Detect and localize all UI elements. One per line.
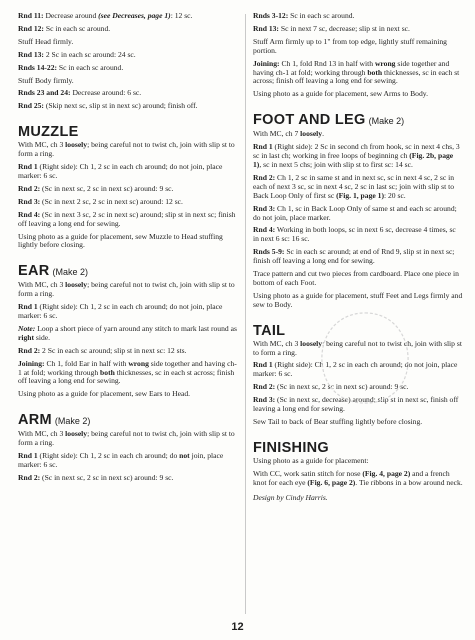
- instruction-text: Rnd 2:: [18, 472, 41, 482]
- instruction-line: [253, 383, 463, 392]
- instruction-text: Ch 1, fold Ear in half with: [44, 358, 129, 368]
- instruction-text: (Fig. 4, page 2): [362, 468, 411, 478]
- instruction-text: Rnds 5-9:: [253, 247, 285, 257]
- instruction-text: Rnd 25:: [18, 101, 44, 111]
- instruction-text: Rnd 3:: [253, 203, 276, 213]
- instruction-text: (see Decreases, page 1): [98, 11, 171, 20]
- instruction-line: [253, 174, 463, 201]
- instruction-text: Rnd 13:: [18, 49, 44, 59]
- column-divider: [245, 14, 246, 614]
- instruction-text: wrong: [128, 358, 149, 368]
- instruction-text: Ch 1, 2 sc in same st and in next sc, sc in next 4 sc, 2 sc in each of next 3 sc, sc in next 4 sc, 2 sc in last sc; join with slip st to Back Loop Only of first sc: [253, 172, 455, 200]
- instruction-line: [18, 390, 240, 399]
- instruction-text: (Right side): 2 Sc in second ch from hook, sc in next 4 chs, 3 sc in last ch; working in free loops of beginning ch: [253, 142, 460, 161]
- muzzle-instructions: [18, 141, 240, 250]
- foot-leg-section: [253, 109, 463, 309]
- muzzle-heading: MUZZLE: [18, 124, 79, 141]
- instruction-line: [18, 51, 240, 60]
- instruction-text: ; being careful not to twist ch, join with slip st to form a ring.: [18, 140, 235, 159]
- instruction-text: Decrease around: [43, 11, 99, 20]
- instruction-text: Rnd 1: [18, 302, 38, 312]
- arm-section: [18, 409, 240, 483]
- foot-leg-heading: FOOT AND LEG (Make 2): [253, 112, 405, 129]
- instruction-text: Stuff Body firmly.: [18, 75, 74, 85]
- finishing-instructions: [253, 457, 463, 488]
- instruction-line: [18, 12, 240, 21]
- instruction-text: (Sc in next sc, 2 sc in next sc) around: 9 sc.: [275, 382, 409, 392]
- instruction-line: [18, 102, 240, 111]
- instruction-text: With MC, ch 3: [18, 280, 66, 290]
- instruction-line: [18, 163, 240, 181]
- instruction-text: Rnd 2:: [253, 172, 276, 182]
- ear-section: [18, 260, 240, 399]
- instruction-text: Joining:: [253, 58, 280, 68]
- ear-instructions: [18, 281, 240, 399]
- instruction-text: not: [179, 451, 190, 461]
- instruction-text: Working in both loops, sc in next 6 sc, decrease 4 times, sc in next 6 sc: 16 sc.: [253, 225, 456, 244]
- instruction-text: Trace pattern and cut two pieces from cardboard. Place one piece in bottom of each Foot.: [253, 269, 459, 287]
- instruction-text: Rnd 11:: [18, 11, 44, 20]
- instruction-text: Loop a short piece of yarn around any stitch to mark last round as: [35, 323, 237, 333]
- instruction-text: Rnd 4:: [253, 225, 276, 235]
- instruction-line: [253, 90, 463, 99]
- instruction-text: ; being careful not to twist ch, join with slip st to form a ring.: [253, 338, 462, 357]
- instruction-line: [18, 141, 240, 159]
- instruction-text: 2 Sc in each sc around; slip st in next sc: 12 sts.: [40, 345, 187, 355]
- instruction-text: Note:: [18, 323, 36, 333]
- instruction-line: [253, 25, 463, 34]
- instruction-text: loosely: [65, 140, 88, 150]
- instruction-line: [18, 198, 240, 207]
- instruction-text: both: [367, 67, 383, 77]
- instruction-text: loosely: [65, 280, 88, 290]
- instruction-line: [253, 292, 463, 310]
- instruction-text: With CC, work satin stitch for nose: [253, 468, 363, 478]
- instruction-text: (Right side): Ch 1, 2 sc in each ch around; do: [37, 451, 180, 461]
- page-number: 12: [231, 621, 244, 633]
- instruction-line: [18, 38, 240, 47]
- instruction-text: side.: [34, 332, 51, 342]
- instruction-text: Rnd 12:: [18, 23, 44, 33]
- instruction-line: [18, 474, 240, 483]
- arm-continued-instructions: [253, 12, 463, 99]
- instruction-text: Using photo as a guide for placement, stuff Feet and Legs firmly and sew to Body.: [253, 290, 463, 309]
- instruction-line: [253, 457, 463, 466]
- instruction-text: both: [100, 367, 115, 377]
- instruction-text: , sc in next 5 chs; join with slip st to first sc: 14 sc.: [259, 159, 413, 169]
- instruction-text: Sc in next 7 sc, decrease; slip st in next sc.: [278, 23, 410, 33]
- instruction-text: Rnd 3:: [253, 395, 276, 405]
- instruction-text: side together and having ch-1 at fold; working through: [253, 58, 450, 77]
- instruction-text: (Fig. 6, page 2): [307, 477, 356, 487]
- left-column: [18, 12, 240, 487]
- instruction-text: (Right side): Ch 1, 2 sc in each ch around; do not join, place marker: 6 sc.: [18, 302, 223, 321]
- tail-section: [253, 320, 463, 427]
- instruction-text: and a french knot for each eye: [253, 468, 450, 487]
- instruction-text: Rnd 3:: [18, 196, 41, 206]
- instruction-text: Using photo as a guide for placement, sew Arms to Body.: [253, 89, 428, 99]
- instruction-text: Sc in each sc around; at end of Rnd 9, slip st in next sc; finish off leaving a long end for sewing.: [253, 247, 455, 266]
- instruction-text: thicknesses, sc in each st across; finish off leaving a long end for sewing.: [253, 67, 460, 86]
- instruction-text: Using photo as a guide for placement, sew Muzzle to Head stuffing lightly before closing.: [18, 231, 223, 250]
- instruction-text: With MC, ch 3: [18, 140, 66, 150]
- instruction-line: [253, 361, 463, 379]
- instruction-line: [18, 281, 240, 299]
- instruction-text: Sc in each sc around.: [288, 11, 355, 20]
- instruction-line: [253, 12, 463, 21]
- finishing-section: [253, 437, 463, 503]
- instruction-text: Rnd 2:: [253, 382, 276, 392]
- instruction-line: [253, 418, 463, 427]
- instruction-text: Stuff Head firmly.: [18, 36, 74, 46]
- instruction-text: (Sc in next 3 sc, 2 sc in next sc) around; slip st in next sc; finish off leaving a long end for sewing.: [18, 209, 236, 228]
- right-column: [253, 12, 463, 507]
- instruction-line: [18, 25, 240, 34]
- instruction-line: [253, 226, 463, 244]
- instruction-line: [18, 303, 240, 321]
- instruction-text: (Sc in next sc, 2 sc in next sc) around: 9 sc.: [40, 183, 174, 193]
- instruction-text: Rnd 1: [18, 162, 38, 172]
- instruction-text: .: [322, 129, 324, 139]
- instruction-line: [253, 470, 463, 488]
- instruction-text: (Right side): Ch 1, 2 sc in each ch around; do not join, place marker: 6 sc.: [253, 360, 458, 379]
- instruction-text: Rnds 23 and 24:: [18, 88, 71, 98]
- instruction-text: : 20 sc.: [383, 190, 406, 200]
- instruction-text: (Right side): Ch 1, 2 sc in each ch around; do not join, place marker: 6 sc.: [18, 162, 223, 180]
- instruction-text: Rnd 4:: [18, 209, 41, 219]
- arm-instructions: [18, 430, 240, 483]
- instruction-line: [253, 340, 463, 358]
- instruction-text: Rnd 2:: [18, 183, 41, 193]
- instruction-text: Rnd 1: [253, 360, 273, 370]
- instruction-text: loosely: [300, 129, 323, 139]
- tail-instructions: [253, 340, 463, 427]
- arm-heading: ARM (Make 2): [18, 412, 91, 429]
- instruction-text: Joining:: [18, 358, 45, 368]
- instruction-line: [18, 325, 240, 343]
- designer-credit: Design by Cindy Harris.: [253, 492, 328, 502]
- instruction-text: : 12 sc.: [170, 11, 193, 20]
- instruction-line: [253, 396, 463, 414]
- instruction-line: [18, 211, 240, 229]
- instruction-text: Sew Tail to back of Bear stuffing lightly before closing.: [253, 417, 423, 426]
- instruction-text: (Sc in next sc, decrease) around; slip st in next sc, finish off leaving a long end for sewing.: [253, 395, 459, 414]
- instruction-line: [253, 38, 463, 56]
- head-body-instructions: [18, 12, 240, 111]
- instruction-text: (Fig. 2b, page 1): [253, 151, 454, 169]
- instruction-line: [18, 347, 240, 356]
- instruction-text: loosely: [65, 429, 88, 439]
- instruction-line: [253, 270, 463, 288]
- instruction-text: loosely: [300, 338, 323, 348]
- instruction-line: [18, 360, 240, 387]
- instruction-text: Ch 1, fold Rnd 13 in half with: [279, 58, 375, 68]
- instruction-text: Stuff Arm firmly up to 1" from top edge, lightly stuff remaining portion.: [253, 36, 447, 55]
- instruction-line: [18, 64, 240, 73]
- instruction-text: Using photo as a guide for placement:: [253, 455, 369, 465]
- instruction-line: [18, 89, 240, 98]
- muzzle-section: [18, 121, 240, 250]
- instruction-text: Rnd 1: [18, 451, 38, 461]
- instruction-text: With MC, ch 3: [18, 429, 66, 439]
- instruction-text: 2 Sc in each sc around: 24 sc.: [43, 49, 136, 59]
- instruction-text: (Skip next sc, slip st in next sc) around; finish off.: [43, 101, 198, 111]
- instruction-text: Using photo as a guide for placement, sew Ears to Head.: [18, 389, 191, 399]
- instruction-text: (Fig. 1, page 1): [336, 190, 384, 200]
- instruction-text: Sc in each sc around.: [43, 23, 111, 33]
- instruction-text: Sc in each sc around.: [57, 62, 124, 72]
- instruction-text: . Tie ribbons in a bow around neck.: [355, 477, 463, 487]
- instruction-text: Rnd 2:: [18, 345, 41, 355]
- instruction-text: Rnds 3-12:: [253, 11, 289, 20]
- instruction-line: [253, 130, 463, 139]
- ear-heading: EAR (Make 2): [18, 263, 89, 280]
- instruction-text: Rnd 13:: [253, 23, 279, 33]
- instruction-line: [253, 60, 463, 87]
- instruction-text: ; being careful not to twist ch, join with slip st to form a ring.: [18, 280, 235, 299]
- instruction-line: [18, 185, 240, 194]
- instruction-text: ; being careful not to twist ch, join with slip st to form a ring.: [18, 429, 235, 448]
- instruction-text: wrong: [374, 58, 396, 68]
- instruction-line: [18, 233, 240, 251]
- tail-heading: TAIL: [253, 322, 286, 339]
- instruction-text: right: [18, 332, 35, 342]
- instruction-line: [18, 430, 240, 448]
- instruction-text: thicknesses, sc in each st across; finish off leaving a long end for sewing.: [18, 367, 235, 386]
- instruction-line: [18, 452, 240, 470]
- instruction-text: Rnd 1: [253, 142, 273, 152]
- instruction-line: [253, 205, 463, 223]
- instruction-text: side together and having ch-1 at fold; working through: [18, 358, 237, 377]
- instruction-text: (Sc in next sc, 2 sc in next sc) around: 9 sc.: [40, 472, 174, 482]
- instruction-text: (Sc in next 2 sc, 2 sc in next sc) around: 12 sc.: [40, 196, 183, 206]
- instruction-text: With MC, ch 3: [253, 338, 301, 348]
- instruction-line: [253, 143, 463, 170]
- foot-leg-instructions: [253, 130, 463, 309]
- instruction-text: Decrease around: 6 sc.: [70, 88, 142, 98]
- instruction-text: With MC, ch 7: [253, 129, 301, 139]
- instruction-text: Ch 1, sc in Back Loop Only of same st and each sc around; do not join, place marker.: [253, 203, 457, 222]
- instruction-text: Rnds 14-22:: [18, 62, 58, 72]
- finishing-heading: FINISHING: [253, 439, 330, 456]
- instruction-line: [18, 77, 240, 86]
- instruction-text: join, place marker: 6 sc.: [18, 451, 224, 469]
- instruction-line: [253, 248, 463, 266]
